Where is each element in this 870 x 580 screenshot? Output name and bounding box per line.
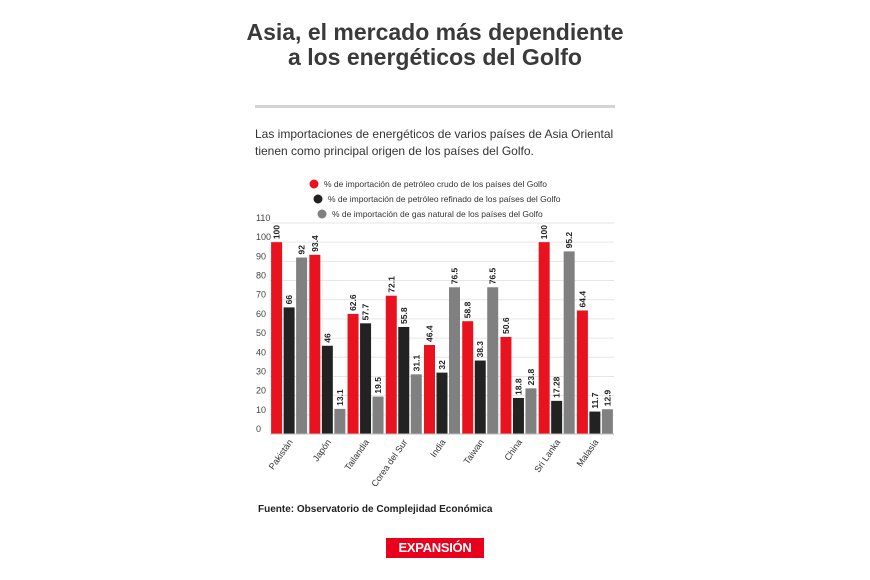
bar-value-label: 66 (284, 294, 295, 305)
y-tick-label: 90 (256, 251, 267, 262)
bar-value-label: 38.3 (475, 340, 486, 358)
bar (525, 388, 536, 434)
x-tick-label: India (428, 437, 448, 460)
bar (284, 307, 295, 434)
bar-value-label: 12.9 (602, 389, 613, 407)
bar (360, 323, 371, 434)
x-tick-label: Corea del Sur (369, 437, 410, 489)
bar-value-label: 58.8 (462, 301, 473, 319)
bar (589, 412, 600, 434)
bar-value-label: 23.8 (525, 368, 536, 386)
bar-group (271, 225, 613, 434)
bar (551, 401, 562, 434)
legend-label-1: % de importación de petróleo refinado de los países del Golfo (328, 194, 561, 204)
legend-swatch-0 (310, 180, 319, 189)
x-tick-label: China (502, 437, 525, 463)
bar-value-label: 50.6 (500, 317, 511, 334)
x-tick-label: Taiwan (461, 437, 486, 467)
bar-value-label: 92 (296, 245, 307, 255)
y-tick-label: 40 (256, 347, 267, 358)
y-tick-label: 30 (256, 366, 267, 377)
bar (539, 242, 550, 434)
bar-value-label: 19.5 (373, 377, 384, 394)
legend-label-0: % de importación de petróleo crudo de los países del Golfo (324, 179, 548, 189)
x-tick-label: Tailandia (342, 437, 372, 473)
y-tick-label: 100 (256, 232, 272, 243)
bar-value-label: 11.7 (589, 392, 600, 409)
bar-value-label: 55.8 (398, 307, 409, 324)
x-tick-label: Sri Lanka (532, 437, 563, 475)
expansion-logo: EXPANSIÓN (386, 538, 484, 558)
bar-value-label: 100 (539, 224, 550, 240)
bar-value-label: 57.7 (360, 303, 371, 321)
bar (411, 374, 422, 434)
chart-legend (310, 179, 561, 219)
chart-title: Asia, el mercado más dependiente a los energéticos del Golfo (246, 19, 624, 70)
bar (500, 337, 511, 434)
bar-value-label: 76.5 (449, 267, 460, 285)
bar-value-label: 76.5 (487, 267, 498, 285)
source-note: Fuente: Observatorio de Complejidad Económica (258, 504, 493, 515)
bar-value-label: 18.8 (513, 378, 524, 395)
bar (564, 251, 575, 434)
bar-value-label: 62.6 (348, 294, 359, 311)
y-tick-label: 0 (256, 424, 262, 434)
y-axis (256, 213, 271, 434)
y-tick-label: 110 (256, 213, 271, 223)
x-tick-label: Pakistán (266, 437, 295, 472)
y-tick-label: 60 (256, 308, 267, 319)
bar-value-label: 64.4 (577, 290, 588, 308)
y-tick-label: 20 (256, 385, 267, 396)
bar-value-label: 46 (322, 333, 333, 343)
bar-value-label: 93.4 (309, 235, 320, 252)
y-tick-label: 50 (256, 328, 267, 339)
bar (424, 345, 435, 434)
y-tick-label: 80 (256, 270, 267, 281)
bar (577, 310, 588, 434)
legend-label-2: % de importación de gas natural de los países del Golfo (332, 209, 543, 219)
bar (348, 314, 359, 434)
bar (462, 321, 473, 434)
bar (513, 398, 524, 434)
bar-value-label: 46.4 (424, 325, 435, 342)
legend-swatch-2 (318, 210, 327, 219)
bar (602, 409, 613, 434)
bar-value-label: 72.1 (386, 276, 397, 293)
bar (437, 373, 448, 434)
bar-value-label: 17.28 (551, 376, 562, 398)
legend-swatch-1 (314, 195, 323, 204)
bar (271, 242, 282, 434)
bar-value-label: 32 (437, 360, 447, 370)
bar (373, 397, 384, 434)
x-tick-label: Malasia (574, 437, 601, 469)
bar (398, 327, 409, 434)
chart-subtitle: Las importaciones de energéticos de varios países de Asia Oriental tienen como principal origen de los países del Golfo. (255, 127, 614, 158)
bar-value-label: 13.1 (334, 389, 345, 406)
bar (475, 361, 486, 434)
bar-value-label: 95.2 (564, 231, 575, 249)
bar (334, 409, 345, 434)
bar (322, 346, 333, 434)
y-tick-label: 70 (256, 289, 267, 300)
bar (296, 258, 307, 434)
bar (449, 287, 460, 434)
x-tick-label: Japón (310, 437, 333, 464)
bar (386, 296, 397, 434)
y-tick-label: 10 (256, 404, 267, 415)
bar-value-label: 31.1 (411, 354, 422, 372)
bar (487, 287, 498, 434)
x-axis (267, 434, 614, 489)
bar (309, 255, 320, 434)
bar-value-label: 100 (271, 224, 282, 240)
